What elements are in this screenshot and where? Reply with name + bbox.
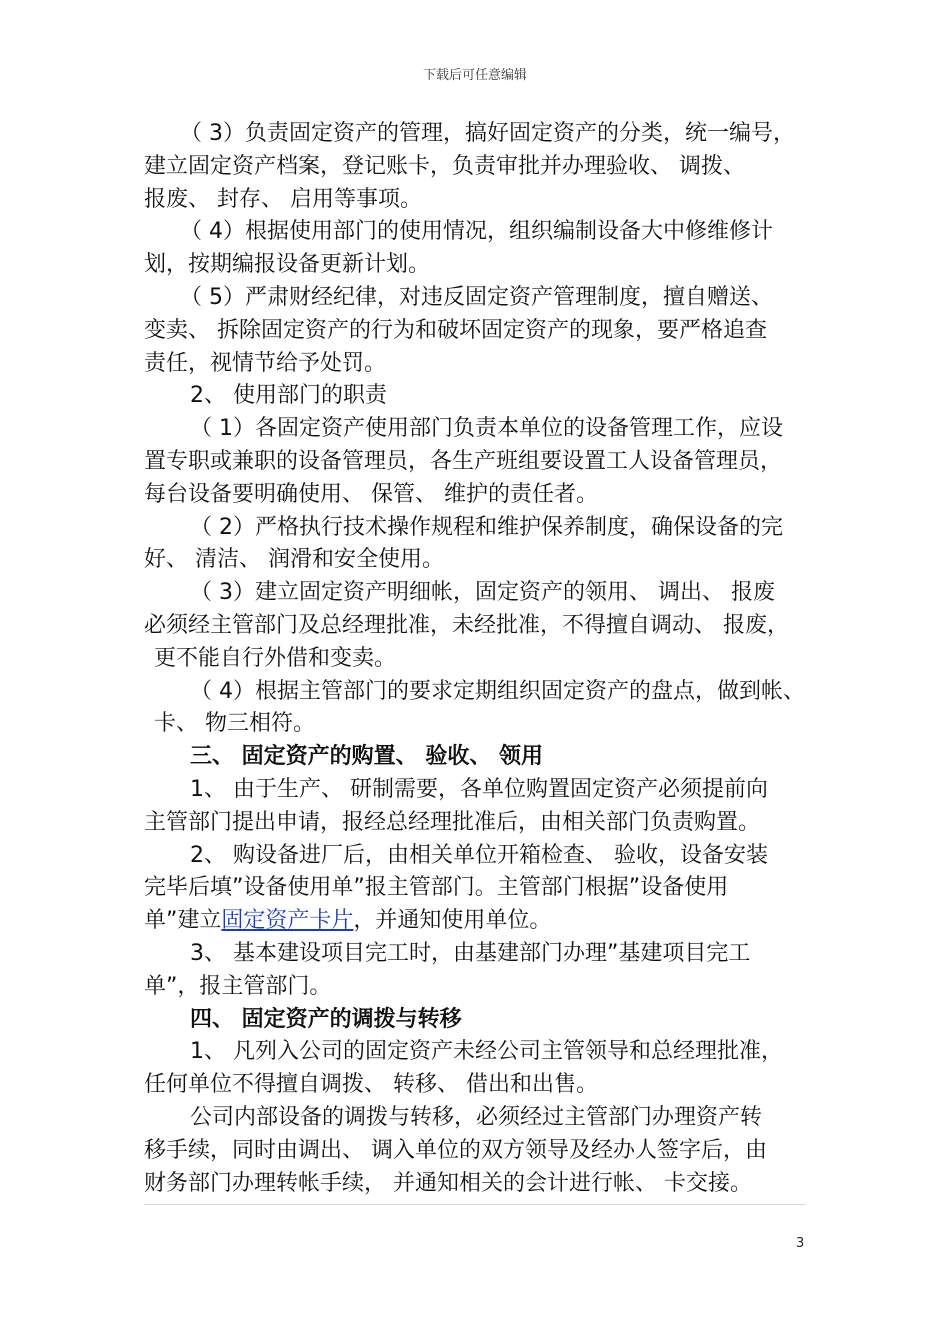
line-text: 单”建立: [144, 908, 222, 934]
line-text: 三、 固定资产的购置、 验收、 领用: [190, 744, 543, 770]
line-text: 必须经主管部门及总经理批准，未经批准，不得擅自调动、 报废，: [144, 612, 789, 638]
paragraph-line: [144, 446, 814, 479]
paragraph-line: [144, 1168, 814, 1201]
line-text: 1、 凡列入公司的固定资产未经公司主管领导和总经理批准，: [190, 1039, 783, 1065]
paragraph-line: [144, 807, 814, 840]
paragraph-line: [144, 348, 814, 381]
paragraph-line: [144, 151, 814, 184]
line-text: 单”，报主管部门。: [144, 973, 332, 999]
line-text: （ 5）严肃财经纪律，对违反固定资产管理制度，擅自赠送、: [180, 284, 773, 310]
page-header: 下载后可任意编辑: [422, 68, 527, 83]
line-text: 3、 基本建设项目完工时，由基建部门办理”基建项目完工: [190, 940, 751, 966]
paragraph-line: [144, 1102, 814, 1135]
line-text: （ 1）各固定资产使用部门负责本单位的设备管理工作，应设: [190, 416, 783, 442]
line-text: 2、 使用部门的职责: [190, 383, 387, 409]
line-text: 1、 由于生产、 研制需要，各单位购置固定资产必须提前向: [190, 776, 768, 802]
line-text: 公司内部设备的调拨与转移，必须经过主管部门办理资产转: [190, 1104, 763, 1130]
line-text: 主管部门提出申请，报经总经理批准后，由相关部门负责购置。: [144, 809, 761, 835]
line-text: 变卖、 拆除固定资产的行为和破坏固定资产的现象，要严格追查: [144, 317, 767, 343]
line-text: 四、 固定资产的调拨与转移: [190, 1006, 462, 1032]
paragraph-line: [144, 216, 814, 249]
paragraph-line: [144, 479, 814, 512]
paragraph-line: [144, 938, 814, 971]
paragraph-line: [144, 905, 814, 938]
line-text: （ 3）负责固定资产的管理，搞好固定资产的分类，统一编号，: [180, 121, 795, 146]
line-text: 责任，视情节给予处罚。: [144, 350, 387, 376]
line-text: 任何单位不得擅自调拨、 转移、 借出和出售。: [144, 1072, 598, 1098]
paragraph-line: [144, 676, 814, 709]
paragraph-line: [144, 544, 814, 577]
line-text: 移手续，同时由调出、 调入单位的双方领导及经办人签字后，由: [144, 1137, 767, 1163]
line-text: 2、 购设备进厂后，由相关单位开箱检查、 验收，设备安装: [190, 842, 768, 868]
paragraph-line: [144, 971, 814, 1004]
paragraph-line: [144, 380, 814, 413]
paragraph-line: [144, 413, 814, 446]
paragraph-line: [144, 872, 814, 905]
section-heading: [144, 1004, 814, 1037]
paragraph-line: [144, 774, 814, 807]
paragraph-line: [144, 282, 814, 315]
line-text: （ 2）严格执行技术操作规程和维护保养制度，确保设备的完: [190, 514, 783, 540]
line-text: 更不能自行外借和变卖。: [154, 645, 397, 671]
paragraph-line: [144, 577, 814, 610]
line-text: 置专职或兼职的设备管理员，各生产班组要设置工人设备管理员，: [144, 448, 783, 474]
fixed-asset-card-link[interactable]: 固定资产卡片: [221, 908, 354, 934]
paragraph-line: [144, 315, 814, 348]
line-text-after-link: ，并通知使用单位。: [353, 908, 552, 934]
line-text: （ 4）根据主管部门的要求定期组织固定资产的盘点，做到帐、: [190, 678, 805, 704]
paragraph-line: [144, 118, 814, 151]
line-text: 财务部门办理转帐手续， 并通知相关的会计进行帐、 卡交接。: [144, 1170, 752, 1196]
line-text: 卡、 物三相符。: [154, 711, 315, 737]
paragraph-line: [144, 1135, 814, 1168]
line-text: （ 3）建立固定资产明细帐，固定资产的领用、 调出、 报废: [190, 580, 775, 606]
paragraph-line: [144, 249, 814, 282]
line-text: 建立固定资产档案，登记账卡，负责审批并办理验收、 调拨、: [144, 153, 745, 179]
paragraph-line: [144, 184, 814, 217]
line-text: （ 4）根据使用部门的使用情况，组织编制设备大中修维修计: [180, 219, 773, 245]
line-text: 完毕后填”设备使用单”报主管部门。主管部门根据”设备使用: [144, 875, 729, 901]
paragraph-line: [144, 1069, 814, 1102]
paragraph-line: [144, 1036, 814, 1069]
line-text: 好、 清洁、 润滑和安全使用。: [144, 547, 444, 573]
line-text: 划，按期编报设备更新计划。: [144, 252, 431, 278]
paragraph-line: [144, 840, 814, 873]
section-heading: [144, 741, 814, 774]
page-number: 3: [796, 1236, 805, 1251]
document-body: [144, 118, 814, 1200]
footer-divider: [144, 1204, 806, 1205]
paragraph-line: [144, 512, 814, 545]
line-text: 报废、 封存、 启用等事项。: [144, 186, 422, 212]
paragraph-line: [144, 610, 814, 643]
paragraph-line: [144, 643, 814, 676]
line-text: 每台设备要明确使用、 保管、 维护的责任者。: [144, 481, 598, 507]
paragraph-line: [144, 708, 814, 741]
